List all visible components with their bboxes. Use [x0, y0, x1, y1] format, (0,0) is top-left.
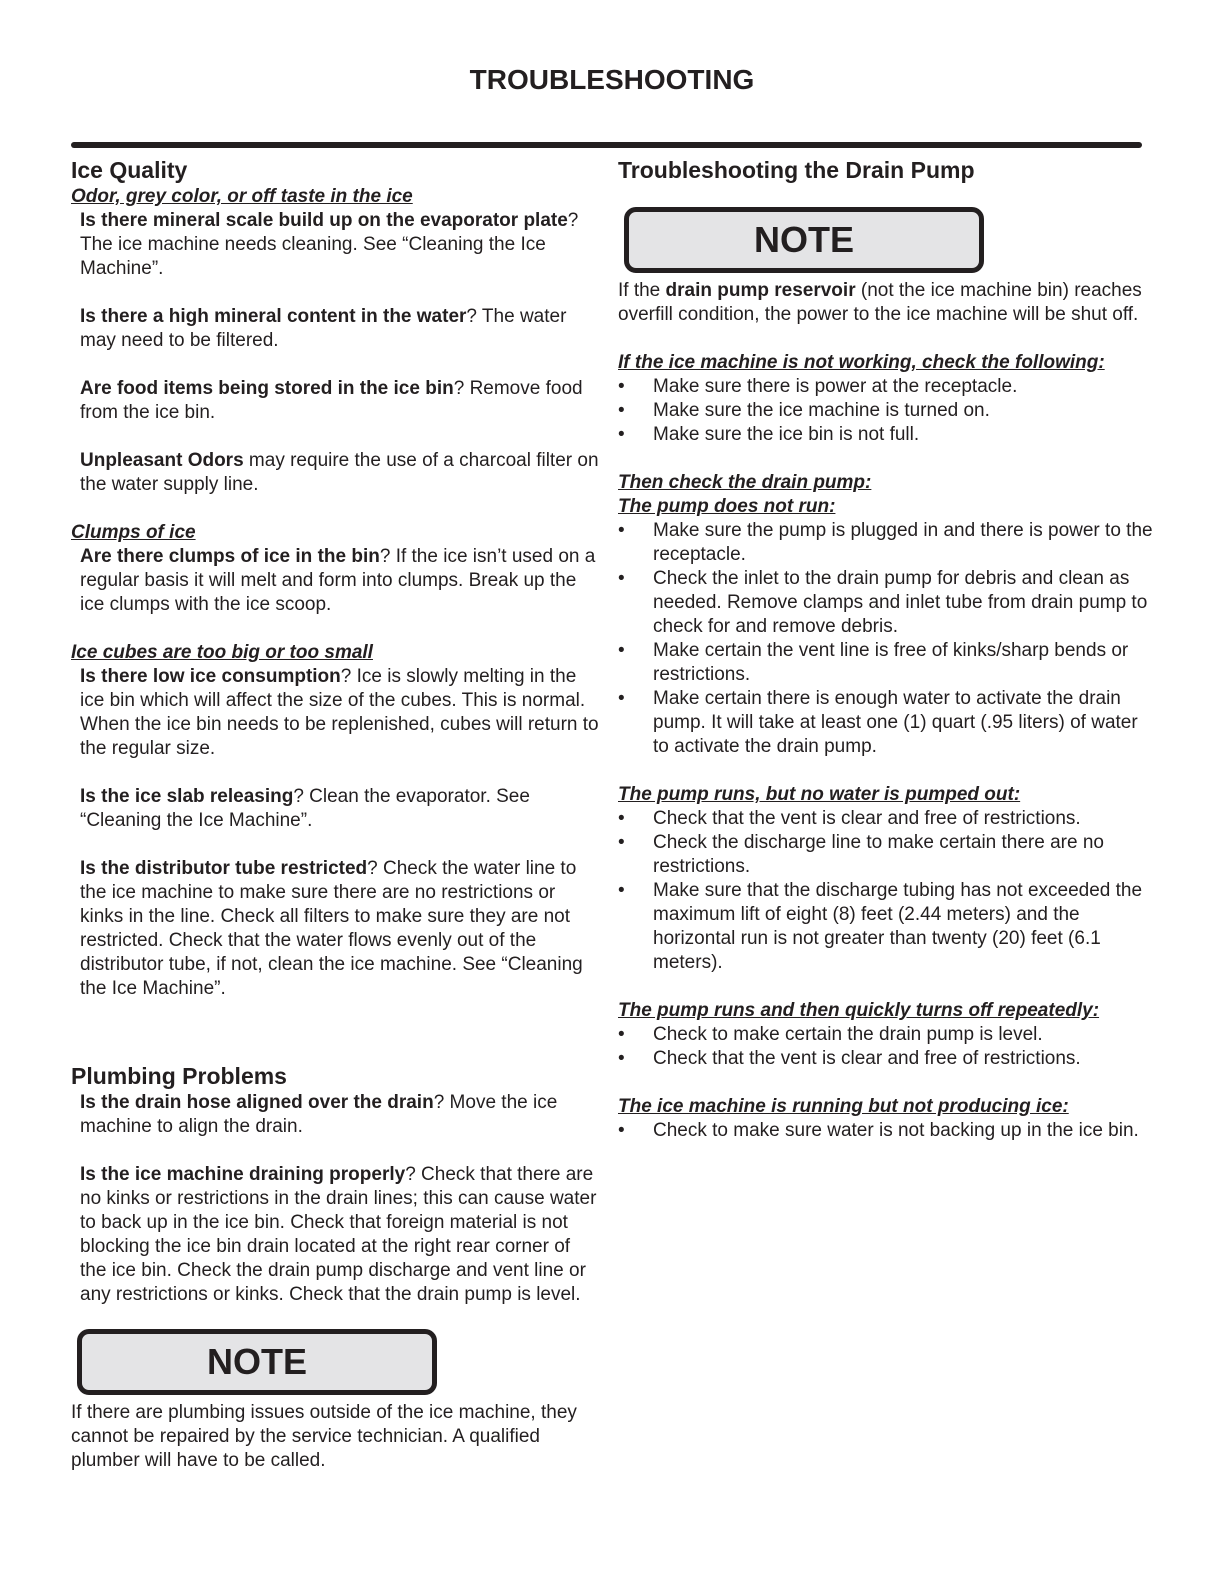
list-item: • Make sure the ice bin is not full.	[618, 423, 1158, 447]
list-item: • Check that the vent is clear and free of restrictions.	[618, 1047, 1158, 1071]
list-item: • Check that the vent is clear and free of restrictions.	[618, 807, 1158, 831]
not-working-list	[618, 375, 1158, 447]
runs-off-list	[618, 1023, 1158, 1071]
right-column	[618, 155, 1158, 1143]
odor-subheading: Odor, grey color, or off taste in the ice	[71, 186, 413, 207]
runs-off-subheading: The pump runs and then quickly turns off repeatedly:	[618, 1000, 1100, 1021]
clumps-paragraph: Are there clumps of ice in the bin? If the ice isn’t used on a regular basis it will melt and form into clumps. Break up the ice clumps with the ice scoop.	[80, 546, 596, 615]
list-item: • Make sure there is power at the receptacle.	[618, 375, 1158, 399]
draining-properly-paragraph: Is the ice machine draining properly? Check that there are no kinks or restrictions in the drain lines; this can cause water to back up in the ice bin. Check that foreign material is not blocking the ice bin drain located at the right rear corner of the ice bin. Check the drain pump discharge and vent line or any restrictions or kinks. Check that the drain pump is level.	[80, 1164, 597, 1305]
drain-pump-heading: Troubleshooting the Drain Pump	[618, 157, 975, 183]
header-divider	[71, 142, 1142, 148]
unpleasant-odors-paragraph: Unpleasant Odors may require the use of a charcoal filter on the water supply line.	[80, 450, 599, 495]
mineral-content-paragraph: Is there a high mineral content in the water? The water may need to be filtered.	[80, 306, 567, 351]
list-item: • Make sure that the discharge tubing has not exceeded the maximum lift of eight (8) feet (2.44 meters) and the horizontal run is not greater than twenty (20) feet (6.1 meters).	[618, 879, 1158, 975]
distributor-tube-paragraph: Is the distributor tube restricted? Check the water line to the ice machine to make sure there are no restrictions or kinks in the line. Check all filters to make sure they are not restricted. Check that the water flows evenly out of the distributor tube, if not, clean the ice machine. See “Cleaning the Ice Machine”.	[80, 858, 583, 999]
cube-size-subheading: Ice cubes are too big or too small	[71, 642, 373, 663]
mineral-scale-paragraph: Is there mineral scale build up on the evaporator plate? The ice machine needs cleaning. See “Cleaning the Ice Machine”.	[80, 210, 579, 279]
list-item: • Make sure the ice machine is turned on.	[618, 399, 1158, 423]
plumbing-note-box	[77, 1329, 437, 1395]
then-check-subheading: Then check the drain pump:	[618, 472, 872, 493]
list-item: • Make certain the vent line is free of kinks/sharp bends or restrictions.	[618, 639, 1158, 687]
note-label: NOTE	[753, 219, 854, 260]
plumbing-heading: Plumbing Problems	[71, 1063, 287, 1089]
list-item: • Make certain there is enough water to activate the drain pump. It will take at least one (1) quart (.95 liters) of water to activate the drain pump.	[618, 687, 1158, 759]
plumbing-note-text: If there are plumbing issues outside of the ice machine, they cannot be repaired by the service technician. A qualified plumber will have to be called.	[71, 1402, 577, 1471]
note-label: NOTE	[206, 1341, 307, 1382]
list-item: • Check to make sure water is not backing up in the ice bin.	[618, 1119, 1158, 1143]
slab-releasing-paragraph: Is the ice slab releasing? Clean the evaporator. See “Cleaning the Ice Machine”.	[80, 786, 530, 831]
list-item: • Check the discharge line to make certain there are no restrictions.	[618, 831, 1158, 879]
ice-quality-heading: Ice Quality	[71, 157, 188, 183]
not-run-list	[618, 519, 1158, 759]
drain-pump-note-box	[624, 207, 984, 273]
low-consumption-paragraph: Is there low ice consumption? Ice is slowly melting in the ice bin which will affect the size of the cubes. This is normal. When the ice bin needs to be replenished, cubes will return to the regular size.	[80, 666, 599, 759]
list-item: • Check to make certain the drain pump is level.	[618, 1023, 1158, 1047]
not-producing-subheading: The ice machine is running but not producing ice:	[618, 1096, 1069, 1117]
drain-pump-note-text: If the drain pump reservoir (not the ice machine bin) reaches overfill condition, the power to the ice machine will be shut off.	[618, 280, 1142, 325]
not-producing-list	[618, 1119, 1158, 1143]
food-items-paragraph: Are food items being stored in the ice bin? Remove food from the ice bin.	[80, 378, 583, 423]
clumps-subheading: Clumps of ice	[71, 522, 196, 543]
list-item: • Make sure the pump is plugged in and there is power to the receptacle.	[618, 519, 1158, 567]
not-run-subheading: The pump does not run:	[618, 496, 836, 517]
drain-hose-paragraph: Is the drain hose aligned over the drain? Move the ice machine to align the drain.	[80, 1092, 558, 1137]
page-title: TROUBLESHOOTING	[469, 64, 755, 95]
list-item: • Check the inlet to the drain pump for debris and clean as needed. Remove clamps and inlet tube from drain pump to check for and remove debris.	[618, 567, 1158, 639]
runs-no-water-subheading: The pump runs, but no water is pumped out:	[618, 784, 1021, 805]
not-working-subheading: If the ice machine is not working, check the following:	[618, 352, 1105, 373]
left-column	[71, 155, 601, 1473]
runs-no-water-list	[618, 807, 1158, 975]
